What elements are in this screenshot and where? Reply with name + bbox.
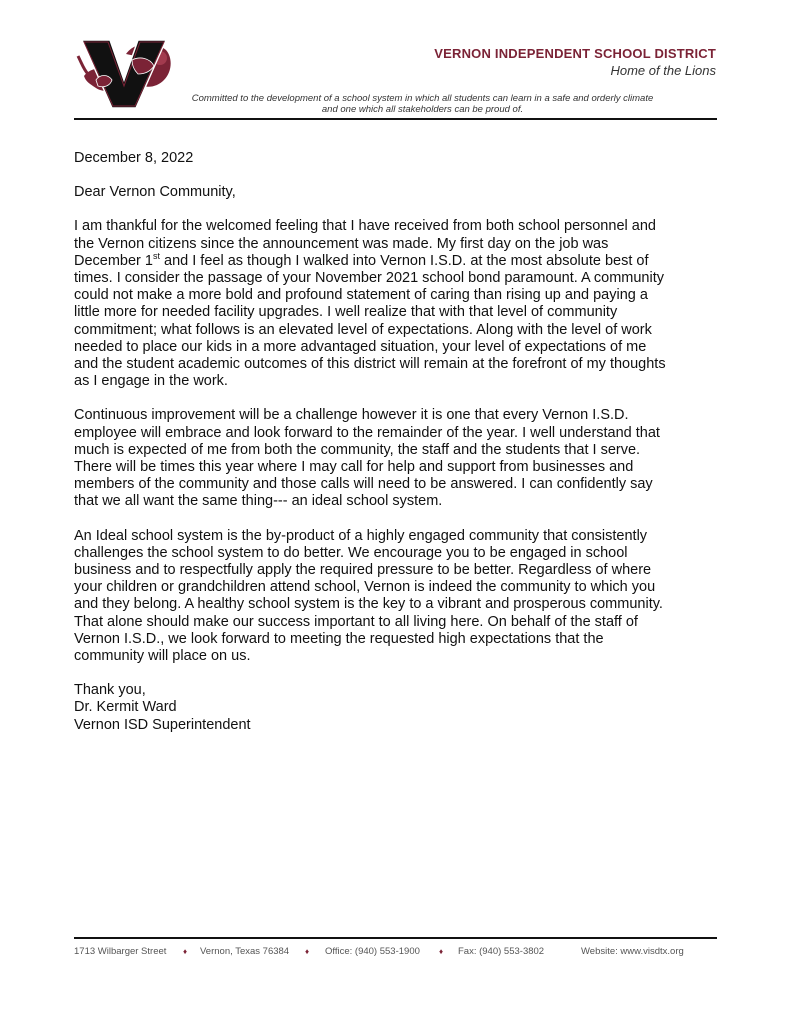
mission-line: Committed to the development of a school system in which all students can learn in a safe and orderly climate [191, 93, 654, 104]
text-fragment: and I feel as though I walked into Vernon I.S.D. at the most absolute best of [160, 252, 649, 269]
text-line: your children or grandchildren attend school, Vernon is indeed the community to which you [74, 579, 656, 596]
text-line: needed to place our kids in a more advantaged situation, your level of expectations of me [74, 338, 647, 355]
diamond-separator-icon: ♦ [305, 947, 310, 956]
header-divider [74, 118, 717, 120]
text-line: that we all want the same thing--- an ideal school system. [74, 493, 443, 510]
signer-title: Vernon ISD Superintendent [74, 716, 251, 733]
letter-body [74, 150, 724, 734]
footer-divider [74, 937, 717, 939]
text-line: Vernon I.S.D., we look forward to meeting the requested high expectations that the [74, 630, 604, 647]
text-line: and the student academic outcomes of this district will remain at the forefront of my thoughts [74, 356, 666, 373]
text-fragment: December 1 [74, 252, 153, 269]
text-line: and they belong. A healthy school system is the key to a vibrant and prosperous community. [74, 596, 663, 613]
text-line: members of the community and those calls will need to be answered. I can confidently say [74, 476, 653, 493]
diamond-separator-icon: ♦ [439, 947, 444, 956]
signature-block [74, 682, 724, 734]
text-line: community will place on us. [74, 648, 251, 665]
text-line: There will be times this year where I may call for help and support from businesses and [74, 459, 634, 476]
footer-office-phone: Office: (940) 553-1900 [325, 946, 420, 957]
text-line: much is expected of me from both the community, the staff and the students that I serve. [74, 441, 641, 458]
diamond-separator-icon: ♦ [183, 947, 188, 956]
footer-website[interactable]: Website: www.visdtx.org [581, 946, 684, 957]
paragraph-1 [74, 218, 724, 390]
mission-line: and one which all stakeholders can be proud of. [321, 104, 524, 115]
lion-tail [78, 56, 88, 74]
footer-city: Vernon, Texas 76384 [200, 946, 290, 957]
letter-date: December 8, 2022 [74, 150, 194, 166]
paragraph-3 [74, 528, 724, 666]
text-line [74, 250, 724, 270]
footer-contact [74, 946, 717, 960]
letter-salutation: Dear Vernon Community, [74, 184, 236, 201]
text-line: employee will embrace and look forward to the remainder of the year. I well understand that [74, 424, 660, 441]
text-line: times. I consider the passage of your November 2021 school bond paramount. A community [74, 270, 664, 287]
text-line: commitment; what follows is an elevated level of expectations. Along with the level of work [74, 321, 652, 338]
district-name: VERNON INDEPENDENT SCHOOL DISTRICT [434, 46, 716, 61]
paragraph-2 [74, 407, 724, 510]
text-line: as I engage in the work. [74, 373, 228, 390]
text-line: challenges the school system to do better. We encourage you to be engaged in school [74, 544, 628, 561]
signer-name: Dr. Kermit Ward [74, 699, 177, 716]
text-line: the Vernon citizens since the announcement was made. My first day on the job was [74, 235, 609, 252]
text-line: I am thankful for the welcomed feeling that I have received from both school personnel and [74, 218, 656, 235]
text-line: That alone should make our success important to all living here. On behalf of the staff of [74, 613, 638, 630]
text-line: business and to respectfully apply the required pressure to be better. Regardless of where [74, 562, 652, 579]
letter-closing: Thank you, [74, 682, 146, 699]
text-line: little more for needed facility upgrades. I well realize that with that level of community [74, 304, 618, 321]
district-tagline: Home of the Lions [610, 63, 716, 78]
text-line: could not make a more bold and profound statement of caring than rising up and paying a [74, 287, 648, 304]
ordinal-suffix: st [152, 250, 160, 261]
text-line: Continuous improvement will be a challenge however it is one that every Vernon I.S.D. [74, 407, 629, 424]
footer-fax: Fax: (940) 553-3802 [458, 946, 545, 957]
footer-address: 1713 Wilbarger Street [74, 946, 167, 957]
text-line: An Ideal school system is the by-product of a highly engaged community that consistently [74, 527, 648, 544]
mission-statement [150, 93, 695, 115]
